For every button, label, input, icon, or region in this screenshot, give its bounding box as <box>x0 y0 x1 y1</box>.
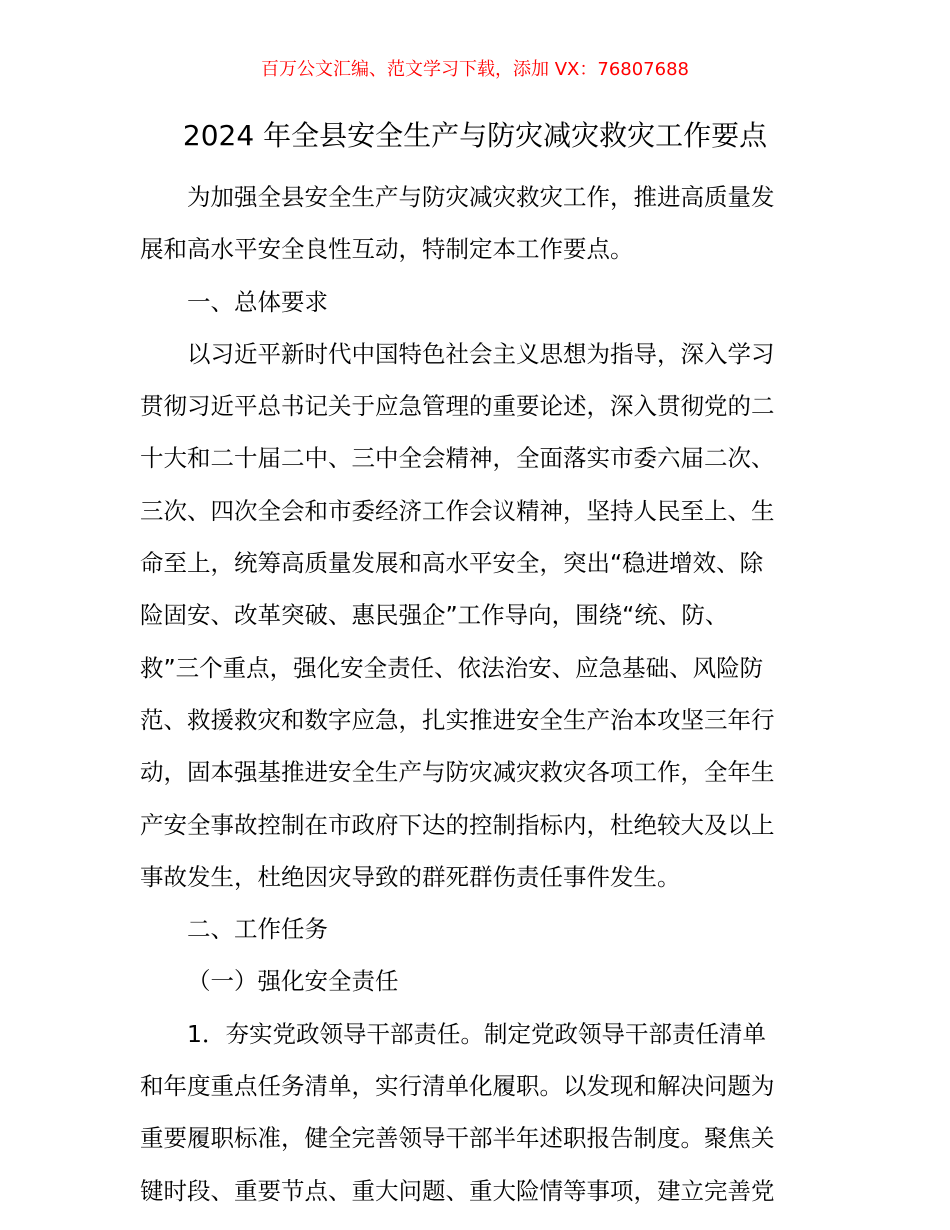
paragraph-line: 键时段、重要节点、重大问题、重大险情等事项，建立完善党 <box>140 1176 775 1205</box>
paragraph-line: 救”三个重点，强化安全责任、依法治安、应急基础、风险防 <box>140 653 764 682</box>
watermark-header: 百万公文汇编、范文学习下载，添加 VX：76807688 <box>261 59 689 80</box>
paragraph-line: 事故发生，杜绝因灾导致的群死群伤责任事件发生。 <box>140 862 681 891</box>
paragraph-line: 贯彻习近平总书记关于应急管理的重要论述，深入贯彻党的二 <box>140 392 775 421</box>
paragraph-line: 十大和二十届二中、三中全会精神，全面落实市委六届二次、 <box>140 444 775 473</box>
section-heading: 二、工作任务 <box>187 915 328 944</box>
paragraph-line: 重要履职标准，健全完善领导干部半年述职报告制度。聚焦关 <box>140 1124 775 1153</box>
paragraph-line: 展和高水平安全良性互动，特制定本工作要点。 <box>140 235 634 264</box>
paragraph-line: 动，固本强基推进安全生产与防灾减灾救灾各项工作，全年生 <box>140 758 775 787</box>
section-heading: 一、总体要求 <box>187 287 328 316</box>
paragraph-line: 范、救援救灾和数字应急，扎实推进安全生产治本攻坚三年行 <box>140 705 775 734</box>
paragraph-line: 和年度重点任务清单，实行清单化履职。以发现和解决问题为 <box>140 1072 775 1101</box>
paragraph-line: 三次、四次全会和市委经济工作会议精神，坚持人民至上、生 <box>140 496 775 525</box>
subsection-heading: （一）强化安全责任 <box>187 967 399 996</box>
paragraph-line: 险固安、改革突破、惠民强企”工作导向，围绕“统、防、 <box>140 601 729 630</box>
paragraph-line: 命至上，统筹高质量发展和高水平安全，突出“稳进增效、除 <box>140 549 764 578</box>
paragraph-line: 为加强全县安全生产与防灾减灾救灾工作，推进高质量发 <box>187 183 775 211</box>
paragraph-line: 1．夯实党政领导干部责任。制定党政领导干部责任清单 <box>187 1019 766 1048</box>
document-title: 2024 年全县安全生产与防灾减灾救灾工作要点 <box>182 119 768 152</box>
paragraph-line: 产安全事故控制在市政府下达的控制指标内，杜绝较大及以上 <box>140 810 775 839</box>
paragraph-line: 以习近平新时代中国特色社会主义思想为指导，深入学习 <box>187 339 775 368</box>
document-body <box>140 171 820 1217</box>
